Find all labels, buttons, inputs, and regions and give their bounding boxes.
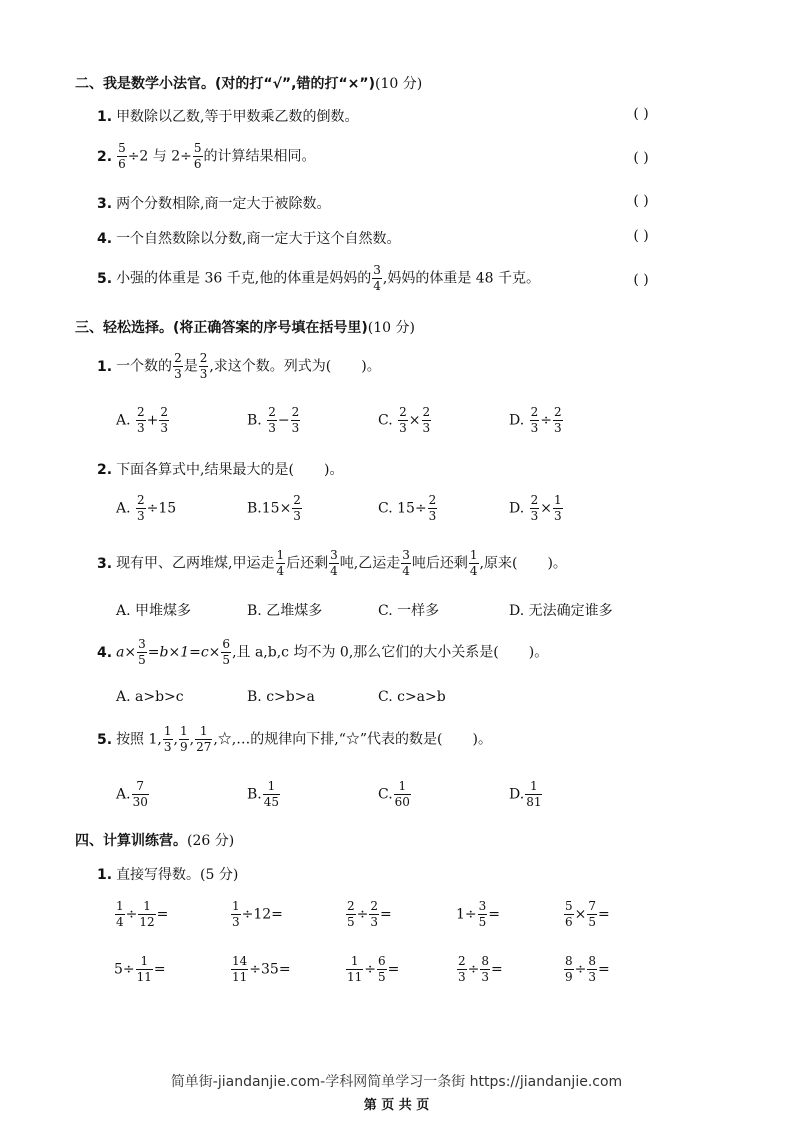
s3-q5-option-b[interactable]: B. $\frac{1}{45}$: [247, 779, 280, 809]
s2-answer-paren-2[interactable]: ( ): [633, 150, 649, 166]
question-text: 下面各算式中,结果最大的是(: [116, 462, 294, 478]
item-text: ÷2 与 2÷: [127, 148, 192, 165]
calc-item[interactable]: $\frac{2}{5}$ ÷ $\frac{2}{3}$ =: [347, 899, 392, 929]
s2-item-1: [97, 106, 359, 126]
fraction: $\frac{3}{4}$: [330, 548, 338, 578]
question-text: ,求这个数。列式为(: [209, 358, 332, 375]
item-number: 1.: [97, 109, 113, 125]
s3-q2-option-c[interactable]: C. 15÷ $\frac{2}{3}$: [378, 493, 437, 523]
section-2-heading: 二、我是数学小法官。(对的打“√”,错的打“×”): [75, 76, 375, 92]
s3-question-3: 3. 现有甲、乙两堆煤,甲运走 $\frac{1}{4}$ 后还剩 $\frac{3}{4}$ 吨,乙运走 $\frac{3}{4}$ 吨后还剩 $\frac{1}{4}$ ,原来( )。: [97, 548, 567, 578]
footer-watermark: 简单街-jiandanjie.com-学科网简单学习一条街 https://jiandanjie.com: [170, 1074, 623, 1090]
calc-item[interactable]: $\frac{2}{3}$ ÷ $\frac{8}{3}$ =: [458, 954, 503, 984]
calc-item[interactable]: $\frac{1}{4}$ ÷ $\frac{1}{12}$ =: [116, 899, 169, 929]
section-4-heading: 四、计算训练营。: [75, 833, 187, 849]
question-number: 1.: [97, 358, 113, 375]
s2-answer-paren-1[interactable]: ( ): [633, 106, 649, 122]
item-text: ,妈妈的体重是 48 千克。: [382, 270, 541, 287]
s3-q2-option-b[interactable]: B.15× $\frac{2}{3}$: [247, 493, 301, 523]
s3-question-2: [97, 459, 343, 479]
item-number: 3.: [97, 196, 113, 212]
s3-q2-option-a[interactable]: A. $\frac{2}{3}$ ÷15: [116, 493, 177, 523]
s3-q3-option-b[interactable]: B. 乙堆煤多: [247, 603, 323, 619]
s3-q1-option-a[interactable]: A. $\frac{2}{3}$ + $\frac{2}{3}$: [116, 405, 169, 435]
s3-question-1: [97, 352, 381, 381]
s3-q1-option-c[interactable]: C. $\frac{2}{3}$ × $\frac{2}{3}$: [378, 405, 431, 435]
fraction: $\frac{6}{5}$: [222, 637, 231, 667]
item-number: 5.: [97, 270, 113, 287]
calc-item[interactable]: $\frac{14}{11}$ ÷35=: [232, 954, 291, 984]
fraction: $\frac{5}{6}$: [193, 141, 202, 171]
fraction: $\frac{2}{3}$: [199, 351, 208, 381]
page-number: 第 页 共 页: [363, 1098, 430, 1113]
item-text: 的计算结果相同。: [203, 148, 316, 165]
s3-q4-option-c[interactable]: C. c>a>b: [378, 689, 446, 705]
s3-q2-option-d[interactable]: D. $\frac{2}{3}$ × $\frac{1}{3}$: [509, 493, 562, 523]
s3-q3-option-c[interactable]: C. 一样多: [378, 603, 440, 619]
section-2-title: [75, 73, 422, 93]
fraction: $\frac{3}{5}$: [138, 637, 146, 667]
item-text: 甲数除以乙数,等于甲数乘乙数的倒数。: [116, 109, 359, 125]
question-text: 一个数的: [116, 358, 173, 375]
calc-item[interactable]: $\frac{5}{6}$ × $\frac{7}{5}$ =: [565, 899, 610, 929]
s3-q4-option-a[interactable]: A. a>b>c: [116, 689, 184, 705]
s3-q5-option-a[interactable]: A. $\frac{7}{30}$: [116, 779, 148, 809]
s3-question-5: 5. 按照 1, $\frac{1}{3}$ , $\frac{1}{9}$ , $\frac{1}{27}$ ,☆,…的规律向下排,“☆”代表的数是( )。: [97, 724, 492, 754]
calc-item[interactable]: 5÷ $\frac{1}{11}$ =: [114, 954, 166, 984]
fraction: $\frac{1}{4}$: [469, 548, 478, 578]
calc-item[interactable]: $\frac{8}{9}$ ÷ $\frac{8}{3}$ =: [565, 954, 610, 984]
section-3-heading: 三、轻松选择。(将正确答案的序号填在括号里): [75, 320, 368, 336]
s3-q4-option-b[interactable]: B. c>b>a: [247, 689, 315, 705]
s2-item-5: [97, 264, 540, 293]
fraction: $\frac{3}{4}$: [373, 263, 381, 293]
s2-answer-paren-4[interactable]: ( ): [633, 228, 649, 244]
calc-item[interactable]: $\frac{1}{3}$ ÷12=: [232, 899, 283, 929]
s3-q5-option-c[interactable]: C. $\frac{1}{60}$: [378, 779, 410, 809]
question-text: )。: [323, 462, 344, 478]
item-text: 两个分数相除,商一定大于被除数。: [116, 196, 331, 212]
s2-item-3: [97, 193, 331, 213]
s3-q3-option-d[interactable]: D. 无法确定谁多: [509, 603, 613, 619]
fraction: $\frac{1}{9}$: [179, 724, 188, 754]
item-text: 一个自然数除以分数,商一定大于这个自然数。: [116, 231, 401, 247]
fraction: $\frac{1}{4}$: [276, 548, 285, 578]
fraction: $\frac{1}{3}$: [163, 724, 172, 754]
fraction: $\frac{3}{4}$: [402, 548, 410, 578]
s2-item-2: [97, 142, 316, 171]
section-4-title: [75, 830, 234, 850]
s3-q1-option-d[interactable]: D. $\frac{2}{3}$ ÷ $\frac{2}{3}$: [509, 405, 562, 435]
fraction: $\frac{5}{6}$: [118, 141, 126, 171]
question-number: 4.: [97, 644, 113, 661]
section-3-score: (10 分): [367, 320, 415, 336]
s4-subquestion-1: 1. 直接写得数。(5 分): [97, 867, 239, 883]
section-3-title: [75, 317, 415, 337]
s2-answer-paren-5[interactable]: ( ): [633, 272, 649, 288]
s2-answer-paren-3[interactable]: ( ): [633, 193, 649, 209]
s3-question-4: 4. a× $\frac{3}{5}$ =b×1=c× $\frac{6}{5}$ ,且 a,b,c 均不为 0,那么它们的大小关系是( )。: [97, 637, 549, 667]
item-text: 小强的体重是 36 千克,他的体重是妈妈的: [116, 270, 372, 287]
item-number: 2.: [97, 148, 113, 165]
item-number: 4.: [97, 231, 113, 247]
question-number: 5.: [97, 731, 113, 748]
section-2-score: (10 分): [375, 76, 423, 92]
question-text: 是: [183, 358, 198, 375]
question-text: )。: [361, 358, 381, 375]
s3-q3-option-a[interactable]: A. 甲堆煤多: [116, 603, 192, 619]
question-number: 2.: [97, 462, 113, 478]
s2-item-4: [97, 228, 401, 248]
section-4-score: (26 分): [187, 833, 235, 849]
s3-q1-option-b[interactable]: B. $\frac{2}{3}$ − $\frac{2}{3}$: [247, 405, 300, 435]
fraction: $\frac{2}{3}$: [174, 351, 182, 381]
calc-item[interactable]: 1÷ $\frac{3}{5}$ =: [456, 899, 501, 929]
s3-q5-option-d[interactable]: D. $\frac{1}{81}$: [509, 779, 542, 809]
fraction: $\frac{1}{27}$: [196, 724, 212, 754]
calc-item[interactable]: $\frac{1}{11}$ ÷ $\frac{6}{5}$ =: [347, 954, 400, 984]
question-number: 3.: [97, 555, 113, 572]
